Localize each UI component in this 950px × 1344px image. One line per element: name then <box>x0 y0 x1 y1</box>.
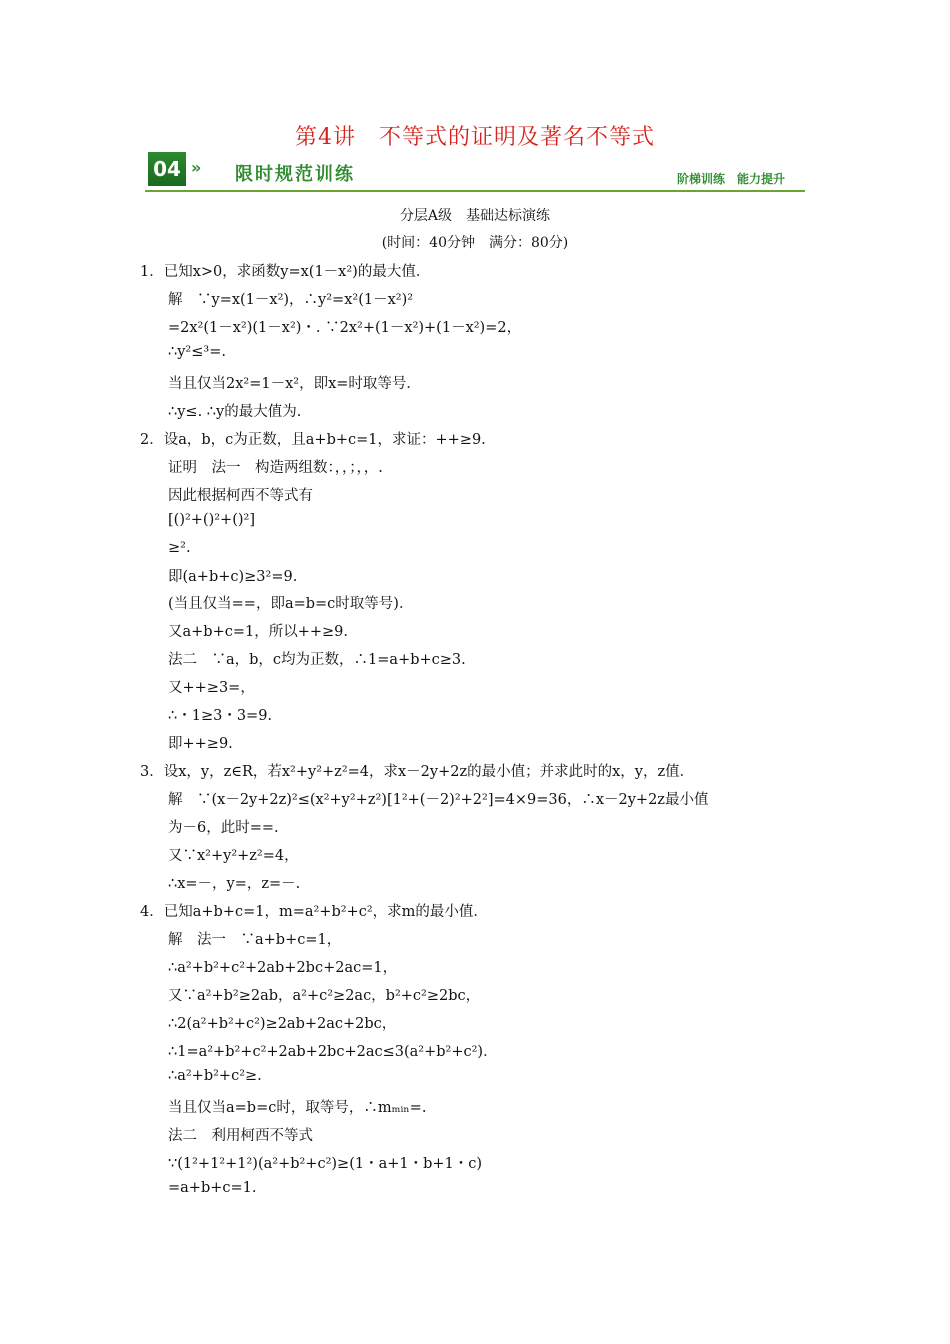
banner-title: 限时规范训练 <box>235 164 355 185</box>
page-title: 第4讲 不等式的证明及著名不等式 <box>295 125 655 150</box>
problem-2: 2．设a，b，c为正数，且a+b+c=1，求证：++≥9. <box>140 432 486 448</box>
solution-line: ∴a²+b²+c²≥. <box>168 1068 262 1084</box>
proof-line: 即(a+b+c)≥3²=9. <box>168 569 298 585</box>
solution-line: ∴a²+b²+c²+2ab+2bc+2ac=1， <box>168 960 398 976</box>
solution-line: ∴1=a²+b²+c²+2ab+2bc+2ac≤3(a²+b²+c²)． <box>168 1044 498 1060</box>
solution-line: ∵(1²+1²+1²)(a²+b²+c²)≥(1・a+1・b+1・c) <box>168 1156 483 1172</box>
solution-line: =a+b+c=1. <box>168 1180 257 1196</box>
proof-line: (当且仅当==，即a=b=c时取等号)． <box>168 596 414 612</box>
solution-line: 解 法一 ∵a+b+c=1， <box>168 932 342 948</box>
proof-line: ∴・1≥3・3=9. <box>168 708 273 724</box>
section-number-badge: 04 <box>148 152 186 186</box>
solution-line: 当且仅当a=b=c时，取等号，∴mₘᵢₙ=. <box>168 1100 427 1116</box>
proof-line: 证明 法一 构造两组数：，，；，，. <box>168 460 383 476</box>
proof-line: 法二 ∵a，b，c均为正数，∴1=a+b+c≥3. <box>168 652 466 668</box>
time-score-info: (时间：40分钟 满分：80分) <box>381 235 569 251</box>
solution-line: 解 ∵(x－2y+2z)²≤(x²+y²+z²)[1²+(－2)²+2²]=4×9=36，∴x－2y+2z最小值 <box>168 792 709 808</box>
proof-line: 又a+b+c=1，所以++≥9. <box>168 624 349 640</box>
banner-tagline: 阶梯训练 能力提升 <box>676 172 785 186</box>
problem-3: 3．设x，y，z∈R，若x²+y²+z²=4，求x－2y+2z的最小值；并求此时的x，y，z值． <box>140 764 695 780</box>
solution-line: ∴y≤. ∴y的最大值为. <box>168 404 302 420</box>
solution-line: 为－6，此时==. <box>168 820 279 836</box>
solution-line: 解 ∵y=x(1－x²)，∴y²=x²(1－x²)² <box>168 292 414 308</box>
proof-line: 又++≥3=， <box>168 680 255 696</box>
solution-line: 当且仅当2x²=1－x²，即x=时取等号． <box>168 376 421 392</box>
problem-1: 1．已知x>0，求函数y=x(1－x²)的最大值． <box>140 264 431 280</box>
problem-4: 4．已知a+b+c=1，m=a²+b²+c²，求m的最小值． <box>140 904 488 920</box>
proof-line: [()²+()²+()²] <box>168 512 255 528</box>
solution-line: 又∵a²+b²≥2ab，a²+c²≥2ac，b²+c²≥2bc， <box>168 988 481 1004</box>
level-heading: 分层A级 基础达标演练 <box>399 208 551 224</box>
solution-line: ∴2(a²+b²+c²)≥2ab+2ac+2bc， <box>168 1016 397 1032</box>
solution-line: =2x²(1－x²)(1－x²)・. ∵2x²+(1－x²)+(1－x²)=2， <box>168 320 522 336</box>
proof-line: ≥². <box>168 540 191 556</box>
solution-line: ∴x=－，y=，z=－. <box>168 876 301 892</box>
double-chevron-icon: » <box>191 158 202 177</box>
proof-line: 即++≥9. <box>168 736 233 752</box>
solution-line: 法二 利用柯西不等式 <box>168 1128 313 1144</box>
section-banner <box>145 150 805 192</box>
solution-line: ∴y²≤³=. <box>168 344 226 360</box>
proof-line: 因此根据柯西不等式有 <box>168 488 313 504</box>
solution-line: 又∵x²+y²+z²=4， <box>168 848 299 864</box>
